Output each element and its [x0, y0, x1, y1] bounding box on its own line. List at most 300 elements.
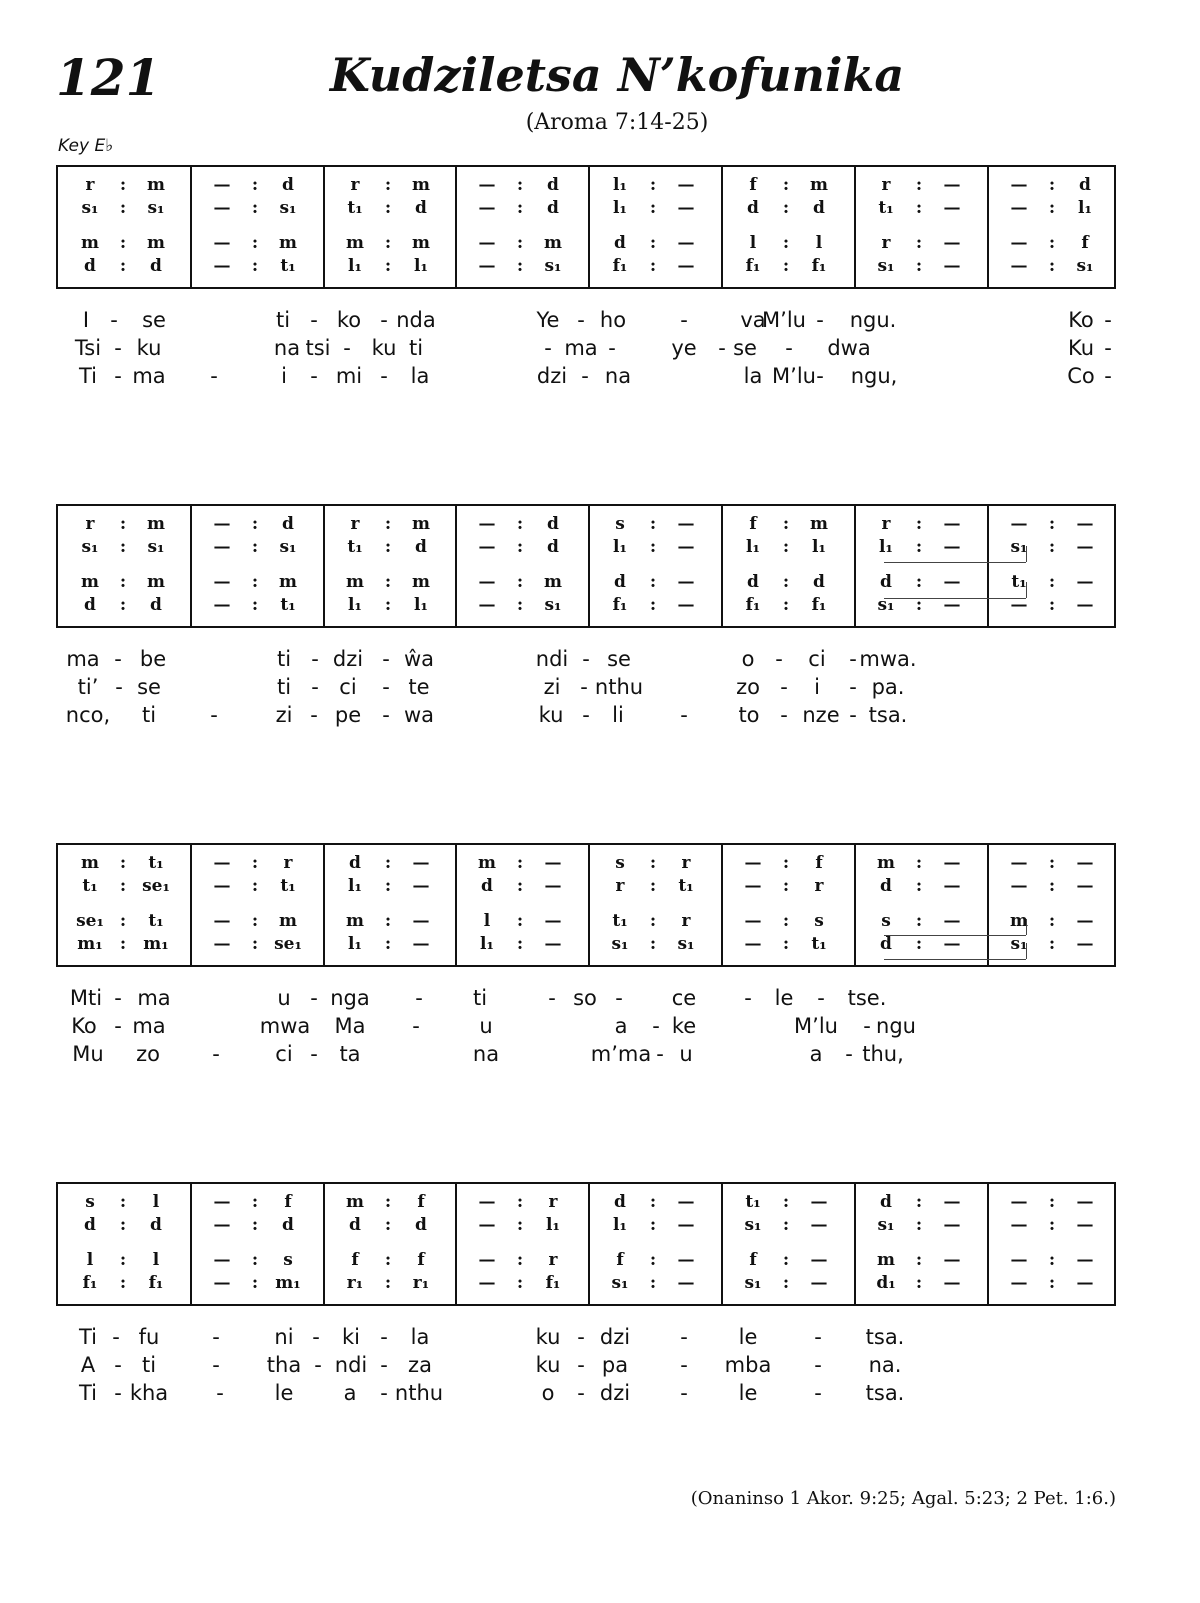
bar-line — [721, 1184, 723, 1304]
solfa-note: — — [478, 1250, 496, 1270]
solfa-note: l₁ — [348, 595, 362, 615]
solfa-note: r — [548, 1192, 558, 1212]
lyric-syllable: mwa — [259, 1014, 311, 1038]
solfa-note: d — [547, 175, 559, 195]
lyric-syllable: tsa. — [868, 703, 908, 727]
beat-separator: : — [251, 1192, 259, 1212]
solfa-note: r₁ — [346, 1273, 364, 1293]
syllable-hyphen: - — [780, 675, 788, 699]
lyric-syllable: ku — [535, 1353, 561, 1377]
solfa-note: d — [880, 876, 892, 896]
beat-separator: : — [384, 537, 392, 557]
bar-line — [323, 167, 325, 287]
solfa-note: — — [1076, 934, 1094, 954]
lyric-syllable: na — [273, 336, 301, 360]
beat-separator: : — [915, 1192, 923, 1212]
beat-separator: : — [251, 1273, 259, 1293]
bar-line — [987, 1184, 989, 1304]
solfa-note: — — [478, 1215, 496, 1235]
syllable-hyphen: - — [652, 1014, 660, 1038]
beat-separator: : — [384, 911, 392, 931]
syllable-hyphen: - — [310, 308, 318, 332]
lyric-syllable: to — [738, 703, 760, 727]
lyric-syllable: la — [743, 364, 763, 388]
beat-separator: : — [649, 198, 657, 218]
solfa-note: — — [1010, 233, 1028, 253]
lyric-syllable: ngu. — [849, 308, 897, 332]
lyric-syllable: dzi — [536, 364, 568, 388]
bar-line — [987, 506, 989, 626]
solfa-note: — — [213, 1250, 231, 1270]
solfa-note: r — [350, 175, 360, 195]
tie-line — [884, 562, 1026, 563]
beat-separator: : — [251, 256, 259, 276]
syllable-hyphen: - — [577, 1381, 585, 1405]
solfa-note: — — [1076, 1215, 1094, 1235]
syllable-hyphen: - — [680, 1353, 688, 1377]
beat-separator: : — [649, 1273, 657, 1293]
beat-separator: : — [1048, 514, 1056, 534]
beat-separator: : — [119, 537, 127, 557]
lyric-syllable: nco, — [65, 703, 111, 727]
beat-separator: : — [782, 175, 790, 195]
lyric-syllable: so — [573, 986, 597, 1010]
bar-line — [854, 167, 856, 287]
lyric-syllable: tsi — [305, 336, 331, 360]
lyric-syllable: zi — [275, 703, 293, 727]
solfa-note: f — [749, 514, 757, 534]
solfa-note: s — [615, 853, 625, 873]
solfa-note: — — [1010, 1273, 1028, 1293]
solfa-note: t₁ — [612, 911, 628, 931]
beat-separator: : — [649, 911, 657, 931]
solfa-note: d — [813, 198, 825, 218]
syllable-hyphen: - — [112, 1325, 120, 1349]
lyric-syllable: ku — [535, 1325, 561, 1349]
solfa-note: m — [279, 572, 297, 592]
beat-separator: : — [649, 514, 657, 534]
bar-line — [190, 1184, 192, 1304]
syllable-hyphen: - — [343, 336, 351, 360]
solfa-note: — — [810, 1250, 828, 1270]
lyric-syllable: dzi — [599, 1381, 631, 1405]
solfa-note: r — [85, 514, 95, 534]
solfa-note: m₁ — [275, 1273, 301, 1293]
solfa-note: l₁ — [480, 934, 494, 954]
lyric-syllable: va — [740, 308, 766, 332]
solfa-note: m₁ — [77, 934, 103, 954]
bar-line — [721, 845, 723, 965]
bar-line — [323, 506, 325, 626]
bar-line — [588, 845, 590, 965]
solfa-note: l₁ — [613, 1215, 627, 1235]
solfa-note: t₁ — [1011, 572, 1027, 592]
solfa-note: — — [1010, 1250, 1028, 1270]
solfa-note: d — [547, 514, 559, 534]
solfa-note: — — [943, 233, 961, 253]
syllable-hyphen: - — [1104, 364, 1112, 388]
lyric-syllable: na — [472, 1042, 500, 1066]
solfa-note: — — [1076, 1250, 1094, 1270]
beat-separator: : — [384, 175, 392, 195]
tie-stem — [1026, 582, 1027, 598]
solfa-note: t₁ — [280, 595, 296, 615]
solfa-note: — — [1076, 595, 1094, 615]
solfa-note: f₁ — [811, 256, 827, 276]
solfa-note: d — [84, 256, 96, 276]
solfa-note: r — [283, 853, 293, 873]
solfa-note: — — [943, 1215, 961, 1235]
syllable-hyphen: - — [814, 1381, 822, 1405]
syllable-hyphen: - — [582, 647, 590, 671]
lyric-syllable: ti — [472, 986, 488, 1010]
beat-separator: : — [1048, 934, 1056, 954]
solfa-note: m — [478, 853, 496, 873]
syllable-hyphen: - — [110, 308, 118, 332]
beat-separator: : — [1048, 198, 1056, 218]
solfa-note: — — [943, 1192, 961, 1212]
solfa-note: — — [943, 175, 961, 195]
beat-separator: : — [119, 1250, 127, 1270]
solfa-note: m — [544, 233, 562, 253]
syllable-hyphen: - — [775, 647, 783, 671]
solfa-note: m — [346, 233, 364, 253]
solfa-note: — — [213, 198, 231, 218]
solfa-note: s — [85, 1192, 95, 1212]
beat-separator: : — [119, 572, 127, 592]
lyric-syllable: ci — [808, 647, 826, 671]
lyric-syllable: le — [738, 1325, 758, 1349]
beat-separator: : — [649, 853, 657, 873]
solfa-note: — — [1010, 198, 1028, 218]
beat-separator: : — [782, 537, 790, 557]
solfa-note: — — [544, 934, 562, 954]
lyric-syllable: na — [604, 364, 632, 388]
solfa-note: s₁ — [1010, 934, 1028, 954]
beat-separator: : — [384, 233, 392, 253]
beat-separator: : — [119, 595, 127, 615]
tie-stem — [1026, 919, 1027, 935]
lyric-syllable: o — [741, 647, 755, 671]
lyric-syllable: Ku — [1067, 336, 1095, 360]
lyric-syllable: M’lu — [762, 308, 806, 332]
beat-separator: : — [384, 876, 392, 896]
solfa-note: l — [152, 1192, 160, 1212]
solfa-note: d — [415, 537, 427, 557]
solfa-note: — — [213, 256, 231, 276]
bar-line — [987, 167, 989, 287]
lyric-syllable: ma — [137, 986, 171, 1010]
beat-separator: : — [516, 572, 524, 592]
beat-separator: : — [251, 233, 259, 253]
solfa-note: — — [213, 853, 231, 873]
syllable-hyphen: - — [114, 336, 122, 360]
syllable-hyphen: - — [680, 703, 688, 727]
lyric-syllable: ta — [339, 1042, 361, 1066]
beat-separator: : — [782, 198, 790, 218]
beat-separator: : — [119, 233, 127, 253]
solfa-note: — — [677, 233, 695, 253]
beat-separator: : — [915, 1215, 923, 1235]
key-signature: Key E♭ — [58, 136, 114, 156]
solfa-note: m — [412, 233, 430, 253]
solfa-note: d — [880, 934, 892, 954]
solfa-note: — — [943, 876, 961, 896]
bar-line — [588, 506, 590, 626]
beat-separator: : — [782, 911, 790, 931]
tie-line — [884, 935, 1026, 936]
solfa-note: — — [1010, 853, 1028, 873]
beat-separator: : — [251, 853, 259, 873]
bar-line — [455, 167, 457, 287]
beat-separator: : — [119, 175, 127, 195]
solfa-note: — — [213, 934, 231, 954]
solfa-note: — — [1010, 1215, 1028, 1235]
solfa-note: f₁ — [745, 256, 761, 276]
solfa-note: se₁ — [274, 934, 302, 954]
solfa-note: s₁ — [81, 537, 99, 557]
beat-separator: : — [251, 514, 259, 534]
syllable-hyphen: - — [1104, 308, 1112, 332]
syllable-hyphen: - — [608, 336, 616, 360]
lyric-syllable: Co — [1067, 364, 1095, 388]
beat-separator: : — [915, 853, 923, 873]
beat-separator: : — [384, 1192, 392, 1212]
lyric-syllable: ndi — [535, 647, 569, 671]
solfa-note: — — [1010, 256, 1028, 276]
beat-separator: : — [251, 1215, 259, 1235]
lyric-syllable: Ti — [78, 1381, 98, 1405]
lyrics-block-4 — [56, 1323, 1116, 1413]
syllable-hyphen: - — [845, 1042, 853, 1066]
lyric-syllable: li — [612, 703, 624, 727]
hymn-title: Kudziletsa N’kofunika — [329, 48, 905, 102]
beat-separator: : — [516, 934, 524, 954]
solfa-note: r — [350, 514, 360, 534]
lyric-syllable: se — [137, 675, 161, 699]
lyric-syllable: ma — [564, 336, 598, 360]
beat-separator: : — [1048, 1215, 1056, 1235]
beat-separator: : — [251, 175, 259, 195]
solfa-note: d — [880, 1192, 892, 1212]
bar-line — [721, 167, 723, 287]
solfa-note: se₁ — [142, 876, 170, 896]
beat-separator: : — [782, 876, 790, 896]
solfa-note: t₁ — [280, 876, 296, 896]
beat-separator: : — [915, 1250, 923, 1270]
solfa-note: — — [412, 911, 430, 931]
solfa-note: s₁ — [611, 1273, 629, 1293]
beat-separator: : — [384, 572, 392, 592]
solfa-note: f — [749, 1250, 757, 1270]
solfa-note: m — [147, 233, 165, 253]
lyric-syllable: A — [80, 1353, 96, 1377]
bar-line — [854, 506, 856, 626]
lyric-syllable: le — [274, 1381, 294, 1405]
beat-separator: : — [119, 256, 127, 276]
beat-separator: : — [782, 595, 790, 615]
solfa-note: — — [810, 1192, 828, 1212]
solfa-note: s₁ — [544, 256, 562, 276]
lyric-syllable: o — [541, 1381, 555, 1405]
beat-separator: : — [915, 1273, 923, 1293]
lyric-syllable: ci — [339, 675, 357, 699]
beat-separator: : — [782, 1273, 790, 1293]
lyric-syllable: u — [277, 986, 291, 1010]
solfa-note: l₁ — [613, 537, 627, 557]
lyric-syllable: tsa. — [865, 1381, 905, 1405]
beat-separator: : — [782, 256, 790, 276]
beat-separator: : — [915, 514, 923, 534]
solfa-note: f₁ — [82, 1273, 98, 1293]
syllable-hyphen: - — [311, 647, 319, 671]
lyric-syllable: ma — [132, 364, 166, 388]
solfa-note: l₁ — [348, 934, 362, 954]
beat-separator: : — [119, 934, 127, 954]
solfa-note: — — [943, 595, 961, 615]
beat-separator: : — [251, 1250, 259, 1270]
syllable-hyphen: - — [816, 308, 824, 332]
beat-separator: : — [1048, 876, 1056, 896]
beat-separator: : — [649, 233, 657, 253]
beat-separator: : — [649, 934, 657, 954]
solfa-note: t₁ — [347, 198, 363, 218]
solfa-note: — — [1076, 911, 1094, 931]
lyric-syllable: ti — [141, 1353, 157, 1377]
solfa-note: r — [881, 233, 891, 253]
solfa-note: — — [677, 1192, 695, 1212]
syllable-hyphen: - — [114, 364, 122, 388]
lyric-syllable: ci — [275, 1042, 293, 1066]
solfa-note: r — [681, 911, 691, 931]
lyric-syllable: mwa. — [859, 647, 917, 671]
beat-separator: : — [119, 876, 127, 896]
lyric-syllable: ku — [136, 336, 162, 360]
syllable-hyphen: - — [849, 703, 857, 727]
solfa-note: t₁ — [82, 876, 98, 896]
solfa-note: m — [544, 572, 562, 592]
bar-line — [190, 167, 192, 287]
solfa-note: d — [880, 572, 892, 592]
solfa-note: d — [547, 198, 559, 218]
syllable-hyphen: - — [581, 364, 589, 388]
solfa-note: — — [943, 256, 961, 276]
solfa-note: — — [478, 175, 496, 195]
solfa-note: m — [412, 514, 430, 534]
syllable-hyphen: - — [314, 1353, 322, 1377]
solfa-note: f — [417, 1192, 425, 1212]
bar-line — [455, 845, 457, 965]
solfa-note: f — [351, 1250, 359, 1270]
solfa-note: f₁ — [811, 595, 827, 615]
beat-separator: : — [516, 595, 524, 615]
beat-separator: : — [384, 934, 392, 954]
solfa-note: — — [412, 934, 430, 954]
solfa-note: m — [147, 572, 165, 592]
solfa-note: — — [1010, 1192, 1028, 1212]
syllable-hyphen: - — [382, 703, 390, 727]
beat-separator: : — [119, 1273, 127, 1293]
beat-separator: : — [782, 514, 790, 534]
syllable-hyphen: - — [310, 986, 318, 1010]
solfa-note: — — [478, 595, 496, 615]
beat-separator: : — [649, 175, 657, 195]
lyric-syllable: M’lu — [772, 364, 816, 388]
beat-separator: : — [1048, 233, 1056, 253]
beat-separator: : — [649, 1215, 657, 1235]
lyrics-block-3 — [56, 984, 1116, 1074]
lyric-syllable: ko — [336, 308, 362, 332]
lyric-syllable: le — [738, 1381, 758, 1405]
syllable-hyphen: - — [216, 1381, 224, 1405]
lyrics-block-1 — [56, 306, 1116, 396]
beat-separator: : — [251, 876, 259, 896]
lyric-syllable: tsa. — [865, 1325, 905, 1349]
solfa-note: — — [213, 572, 231, 592]
lyric-syllable: mba — [724, 1353, 772, 1377]
solfa-note: — — [1076, 537, 1094, 557]
beat-separator: : — [251, 911, 259, 931]
solfa-note: l₁ — [348, 256, 362, 276]
syllable-hyphen: - — [212, 1353, 220, 1377]
solfa-note: f — [815, 853, 823, 873]
lyric-syllable: Mu — [72, 1042, 104, 1066]
beat-separator: : — [1048, 1250, 1056, 1270]
solfa-note: s₁ — [877, 1215, 895, 1235]
solfa-note: d — [349, 1215, 361, 1235]
solfa-note: — — [810, 1273, 828, 1293]
lyric-syllable: ti’ — [77, 675, 99, 699]
solfa-note: — — [1076, 514, 1094, 534]
solfa-note: t₁ — [347, 537, 363, 557]
lyric-syllable: dzi — [332, 647, 364, 671]
solfa-note: l₁ — [879, 537, 893, 557]
solfa-note: s₁ — [279, 198, 297, 218]
solfa-note: s₁ — [611, 934, 629, 954]
solfa-note: d — [282, 1215, 294, 1235]
solfa-note: — — [677, 572, 695, 592]
solfa-note: l₁ — [1078, 198, 1092, 218]
beat-separator: : — [915, 175, 923, 195]
lyric-syllable: ti — [408, 336, 424, 360]
footer-references: (Onaninso 1 Akor. 9:25; Agal. 5:23; 2 Pet. 1:6.) — [690, 1488, 1116, 1509]
lyric-syllable: la — [410, 364, 430, 388]
solfa-note: t₁ — [811, 934, 827, 954]
solfa-note: f — [284, 1192, 292, 1212]
solfa-note: s₁ — [744, 1273, 762, 1293]
beat-separator: : — [516, 1215, 524, 1235]
bar-line — [588, 1184, 590, 1304]
solfa-note: m — [810, 175, 828, 195]
syllable-hyphen: - — [814, 1353, 822, 1377]
syllable-hyphen: - — [577, 1325, 585, 1349]
solfa-note: — — [412, 853, 430, 873]
beat-separator: : — [384, 1215, 392, 1235]
solfa-note: — — [943, 1273, 961, 1293]
beat-separator: : — [516, 514, 524, 534]
lyric-syllable: ma — [66, 647, 100, 671]
solfa-note: — — [412, 876, 430, 896]
syllable-hyphen: - — [311, 675, 319, 699]
lyric-syllable: ngu — [876, 1014, 916, 1038]
solfa-note: — — [943, 572, 961, 592]
beat-separator: : — [1048, 572, 1056, 592]
lyric-syllable: ho — [599, 308, 627, 332]
lyric-syllable: Ma — [334, 1014, 366, 1038]
syllable-hyphen: - — [548, 986, 556, 1010]
solfa-note: l₁ — [746, 537, 760, 557]
solfa-note: — — [213, 1192, 231, 1212]
